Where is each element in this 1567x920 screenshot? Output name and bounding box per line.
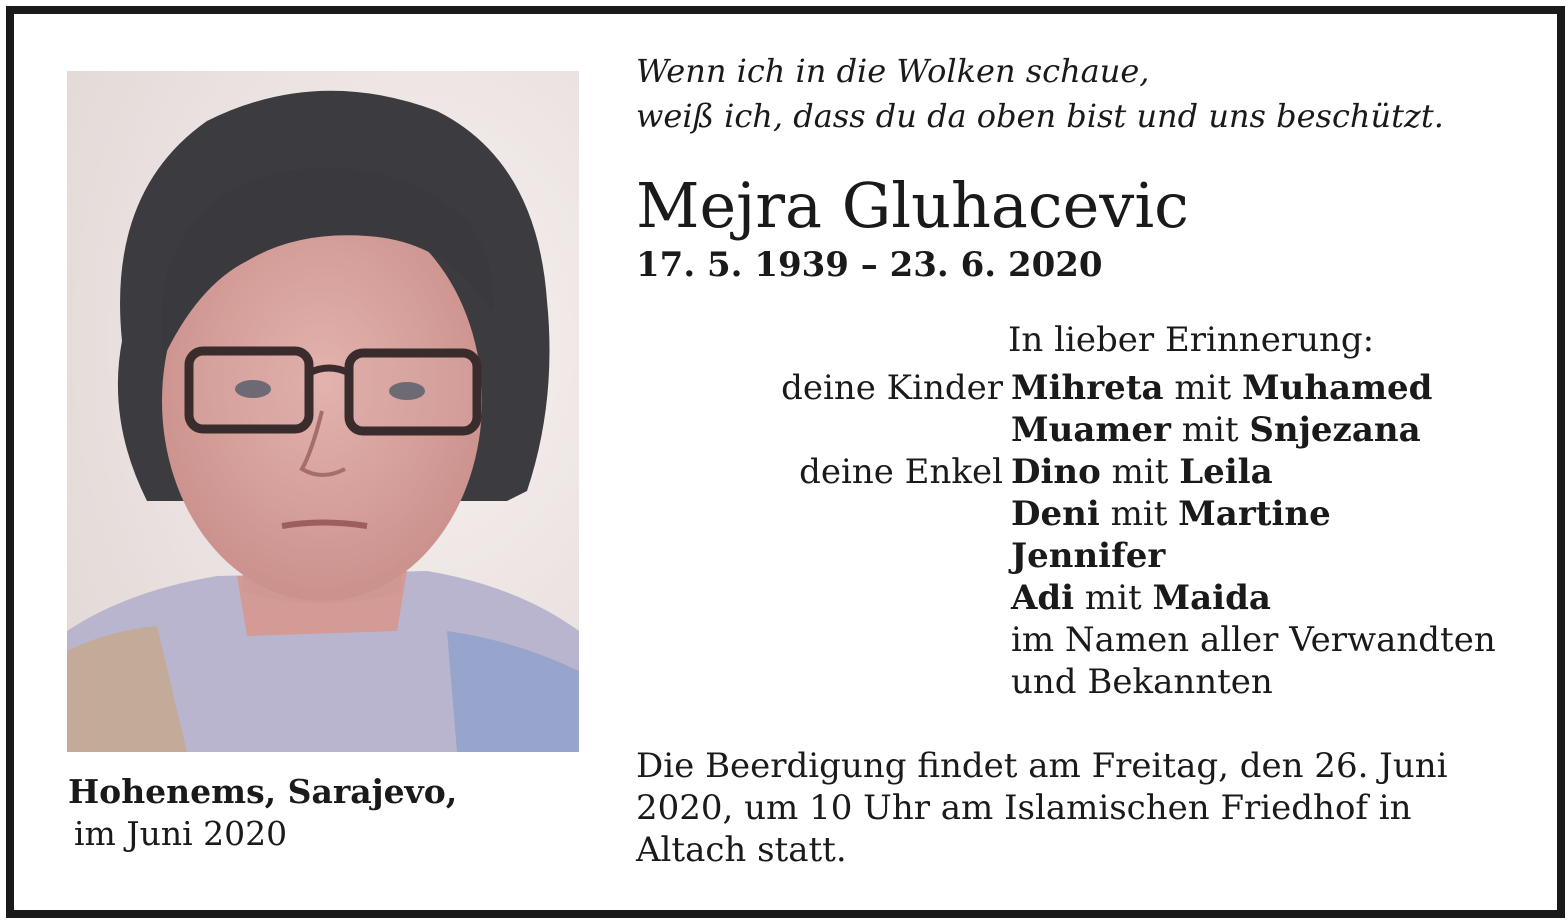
mourner-names [1003,451,1273,493]
mourner-name: Martine [1178,494,1331,534]
connector-text: mit [1181,410,1239,450]
deceased-name: Mejra Gluhacevic [636,169,1189,242]
remembrance-intro: In lieber Erinnerung: [1008,320,1375,360]
mourner-name: Adi [1011,578,1075,618]
portrait-photo [67,71,579,752]
funeral-line: Altach statt. [636,830,847,870]
mourner-name: Muamer [1011,410,1171,450]
mourner-name: Mihreta [1011,368,1164,408]
mourner-names [1003,409,1421,451]
mourner-row [636,409,1546,451]
mourner-name: Deni [1011,494,1100,534]
poem-line: Wenn ich in die Wolken schaue, [636,52,1150,90]
mourner-name: Leila [1179,452,1273,492]
mourner-names [1003,535,1165,577]
mourner-row [636,451,1546,493]
connector-text: mit [1111,452,1169,492]
mourner-name: Muhamed [1241,368,1433,408]
children-label: deine Kinder [781,368,1003,408]
connector-text: mit [1084,578,1142,618]
mourner-name: Snjezana [1249,410,1421,450]
mourner-row [636,577,1546,619]
grandchildren-label: deine Enkel [799,452,1003,492]
mourner-row [636,619,1546,661]
funeral-notice [636,745,1488,871]
poem-line: weiß ich, dass du da oben bist und uns beschützt. [636,97,1444,135]
connector-text: mit [1174,368,1232,408]
mourner-name: Maida [1152,578,1271,618]
mourner-names [1003,367,1432,409]
mourner-name: Jennifer [1011,536,1166,576]
memorial-poem [636,49,1444,139]
mourners-list [636,367,1546,703]
funeral-line: 2020, um 10 Uhr am Islamischen Friedhof in [636,788,1412,828]
mourner-names [1003,577,1271,619]
mourner-names [1003,493,1331,535]
mourner-row [636,661,1546,703]
closing-text: und Bekannten [1011,662,1273,702]
mourner-name: Dino [1011,452,1101,492]
mourner-row [636,367,1546,409]
funeral-line: Die Beerdigung findet am Freitag, den 26. Juni [636,746,1448,786]
closing-text: im Namen aller Verwandten [1011,620,1496,660]
connector-text: mit [1110,494,1168,534]
mourner-row [636,535,1546,577]
location-places: Hohenems, Sarajevo, [68,772,458,811]
mourner-row [636,493,1546,535]
life-dates: 17. 5. 1939 – 23. 6. 2020 [636,245,1103,285]
location-date: im Juni 2020 [74,814,288,853]
